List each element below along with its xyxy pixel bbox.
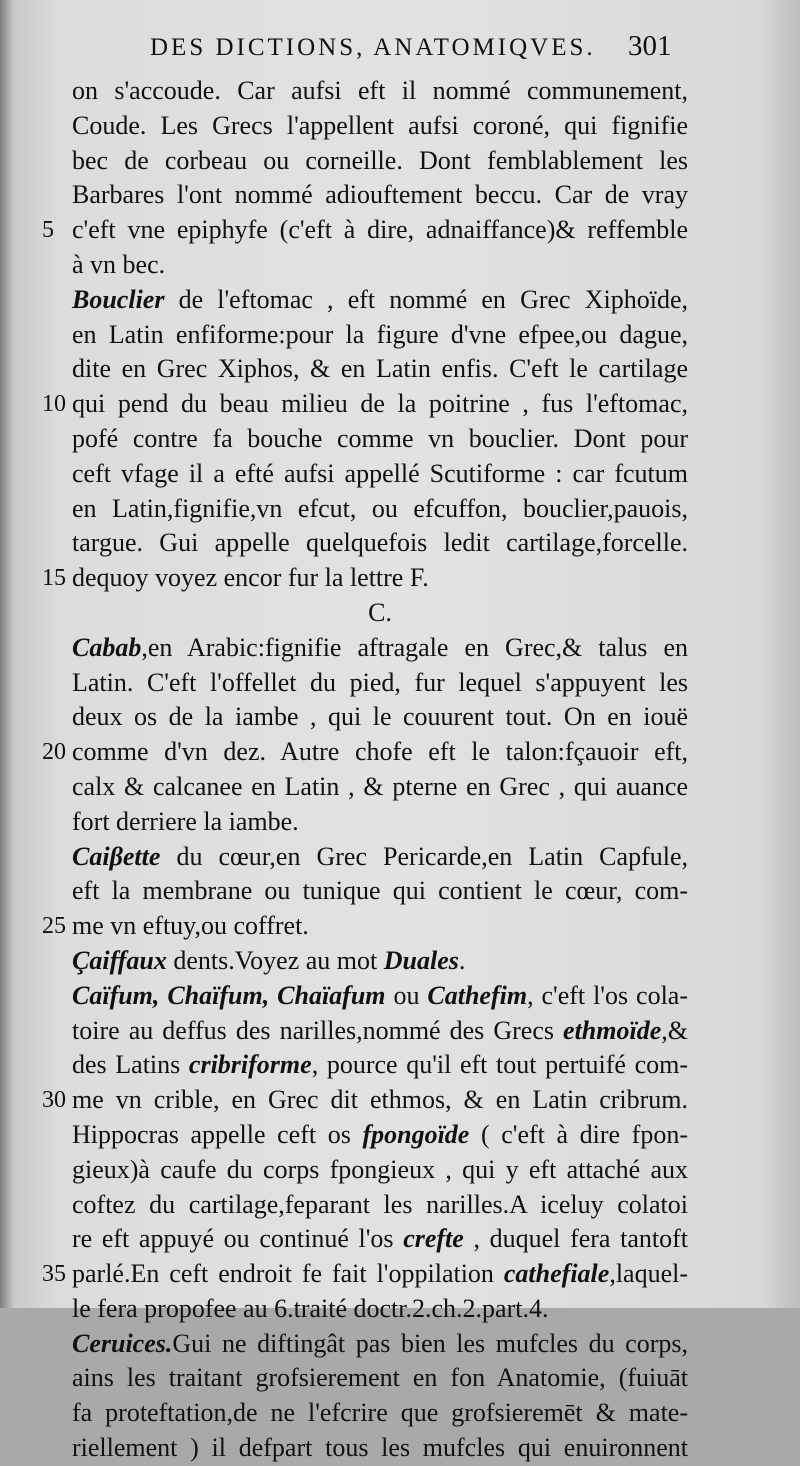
text-line bbox=[42, 1257, 688, 1292]
text-segment: du cœur,en Grec Pericarde,en Latin Capfule, bbox=[160, 841, 688, 871]
text-segment: c'eft vne epiphyfe (c'eft à dire, adnaiffance)& reffemble bbox=[72, 215, 688, 245]
text-segment: à vn bec. bbox=[72, 249, 166, 279]
line-number: 5 bbox=[42, 217, 54, 244]
text-block bbox=[42, 74, 688, 1466]
text-segment: fa proteftation,de ne l'efcrire que grofsieremēt & mate- bbox=[72, 1398, 688, 1428]
text-segment: parlé.En ceft endroit fe fait l'oppilation bbox=[72, 1259, 504, 1289]
text-segment: on s'accoude. Car aufsi eft il nommé communement, bbox=[72, 76, 688, 105]
text-line bbox=[72, 700, 688, 735]
text-segment: Barbares l'ont nommé adiouftement beccu. Car de vray bbox=[72, 180, 688, 210]
text-segment: riellement ) il defpart tous les mufcles qui enuironnent bbox=[72, 1433, 688, 1463]
text-segment: Latin. C'eft l'offellet du pied, fur lequel s'appuyent les bbox=[72, 667, 688, 697]
text-segment: ,en Arabic:fignifie aftragale en Grec,& talus en bbox=[141, 632, 688, 662]
section-heading bbox=[72, 596, 688, 631]
text-line bbox=[72, 318, 688, 353]
text-line bbox=[42, 561, 688, 596]
text-line bbox=[72, 631, 688, 666]
italic-term: Duales bbox=[383, 945, 459, 975]
text-line bbox=[72, 492, 688, 527]
text-segment: ou bbox=[385, 980, 428, 1010]
text-segment: ( c'eft à dire fpon- bbox=[469, 1119, 688, 1149]
line-number: 10 bbox=[42, 391, 66, 418]
text-segment: gieux)à caufe du corps fpongieux , qui y eft attaché aux bbox=[72, 1154, 688, 1184]
text-line bbox=[72, 1048, 688, 1083]
text-segment: deux os de la iambe , qui le couurent tout. On en iouë bbox=[72, 702, 688, 732]
text-line bbox=[42, 735, 688, 770]
line-number: 35 bbox=[42, 1261, 66, 1288]
running-title: DES DICTIONS, ANATOMIQVES. bbox=[150, 34, 596, 61]
italic-term: ethmoïde bbox=[563, 1015, 662, 1045]
text-segment: Coude. Les Grecs l'appellent aufsi coroné, qui fignifie bbox=[72, 110, 688, 140]
text-line bbox=[72, 874, 688, 909]
text-line bbox=[72, 1188, 688, 1223]
italic-term: Cathefim bbox=[427, 980, 528, 1010]
italic-term: crefte bbox=[403, 1224, 464, 1254]
text-line bbox=[72, 1153, 688, 1188]
text-segment: . bbox=[458, 945, 466, 975]
text-line bbox=[42, 909, 688, 944]
text-line bbox=[42, 1083, 688, 1118]
italic-term: Ceruices. bbox=[72, 1328, 173, 1358]
text-line bbox=[72, 74, 688, 109]
text-line bbox=[72, 1327, 688, 1362]
text-line bbox=[72, 1014, 688, 1049]
text-line bbox=[72, 1292, 688, 1327]
text-segment: de l'eftomac , eft nommé en Grec Xiphoïde, bbox=[164, 284, 688, 314]
italic-term: Cabab bbox=[72, 632, 142, 662]
text-line bbox=[72, 109, 688, 144]
italic-term: cathefiale bbox=[503, 1259, 610, 1289]
text-segment: comme d'vn dez. Autre chofe eft le talon:fçauoir eft, bbox=[72, 737, 688, 767]
italic-term: Caiβette bbox=[72, 841, 161, 871]
line-number: 20 bbox=[42, 739, 66, 766]
text-segment: ,laquel- bbox=[609, 1259, 688, 1289]
text-line bbox=[72, 144, 688, 179]
text-segment: bec de corbeau ou corneille. Dont femblablement les bbox=[72, 145, 688, 175]
text-segment: targue. Gui appelle quelquefois ledit cartilage,forcelle. bbox=[72, 528, 688, 558]
text-line bbox=[72, 422, 688, 457]
text-line bbox=[72, 283, 688, 318]
text-segment: coftez du cartilage,feparant les narilles.A iceluy colatoi bbox=[72, 1189, 688, 1219]
text-line bbox=[72, 526, 688, 561]
text-segment: fort derriere la iambe. bbox=[72, 806, 299, 836]
text-segment: ceft vfage il a efté aufsi appellé Scutiforme : car fcutum bbox=[72, 458, 688, 488]
text-segment: Gui ne diftingât pas bien les mufcles du corps, bbox=[172, 1328, 688, 1358]
text-line bbox=[72, 352, 688, 387]
text-line bbox=[72, 840, 688, 875]
text-segment: en Latin,fignifie,vn efcut, ou efcuffon, bouclier,pauois, bbox=[72, 493, 688, 523]
text-segment: Hippocras appelle ceft os bbox=[72, 1119, 363, 1149]
text-line bbox=[72, 457, 688, 492]
line-number: 30 bbox=[42, 1087, 66, 1114]
text-segment: dite en Grec Xiphos, & en Latin enfis. C'eft le cartilage bbox=[72, 354, 688, 384]
line-number: 15 bbox=[42, 565, 66, 592]
text-segment: me vn eftuy,ou coffret. bbox=[72, 911, 309, 941]
text-segment: re eft appuyé ou continué l'os bbox=[72, 1224, 404, 1254]
text-line bbox=[72, 178, 688, 213]
text-segment: me vn crible, en Grec dit ethmos, & en Latin cribrum. bbox=[72, 1085, 688, 1115]
text-segment: dequoy voyez encor fur la lettre F. bbox=[72, 563, 429, 593]
text-line bbox=[72, 770, 688, 805]
italic-term: cribriforme bbox=[188, 1050, 312, 1080]
text-line bbox=[42, 213, 688, 248]
text-line bbox=[72, 944, 688, 979]
text-segment: , pource qu'il eft tout pertuifé com- bbox=[311, 1050, 688, 1080]
italic-term: fpongoïde bbox=[362, 1119, 470, 1149]
text-segment: dents.Voyez au mot bbox=[166, 945, 384, 975]
text-segment: qui pend du beau milieu de la poitrine , fus l'eftomac, bbox=[72, 389, 688, 419]
text-segment: C. bbox=[368, 597, 392, 627]
text-line bbox=[72, 666, 688, 701]
italic-term: Caïfum, Chaïfum, Chaïafum bbox=[72, 980, 386, 1010]
text-segment: pofé contre fa bouche comme vn bouclier. Dont pour bbox=[72, 423, 688, 453]
text-segment: ,& bbox=[661, 1015, 688, 1045]
text-line bbox=[72, 805, 688, 840]
italic-term: Bouclier bbox=[72, 284, 165, 314]
text-line bbox=[72, 1118, 688, 1153]
text-line bbox=[42, 387, 688, 422]
text-line bbox=[72, 1431, 688, 1466]
text-segment: calx & calcanee en Latin , & pterne en Grec , qui auance bbox=[72, 771, 688, 801]
text-segment: eft la membrane ou tunique qui contient le cœur, com- bbox=[72, 876, 688, 906]
text-segment: ains les traitant grofsierement en fon Anatomie, (fuiuāt bbox=[72, 1363, 688, 1393]
text-segment: en Latin enfiforme:pour la figure d'vne efpee,ou dague, bbox=[72, 319, 688, 349]
text-line bbox=[72, 1361, 688, 1396]
text-line bbox=[72, 1396, 688, 1431]
line-number: 25 bbox=[42, 913, 66, 940]
text-line bbox=[72, 248, 688, 283]
page-number: 301 bbox=[628, 30, 672, 62]
text-segment: le fera propofee au 6.traité doctr.2.ch.2.part.4. bbox=[72, 1293, 549, 1323]
text-segment: des Latins bbox=[72, 1050, 189, 1080]
italic-term: Çaiffaux bbox=[72, 945, 167, 975]
text-line bbox=[72, 979, 688, 1014]
text-segment: , duquel fera tantoft bbox=[463, 1224, 688, 1254]
text-line bbox=[72, 1222, 688, 1257]
text-segment: , c'eft l'os cola- bbox=[527, 980, 688, 1010]
text-segment: toire au deffus des narilles,nommé des Grecs bbox=[72, 1015, 564, 1045]
